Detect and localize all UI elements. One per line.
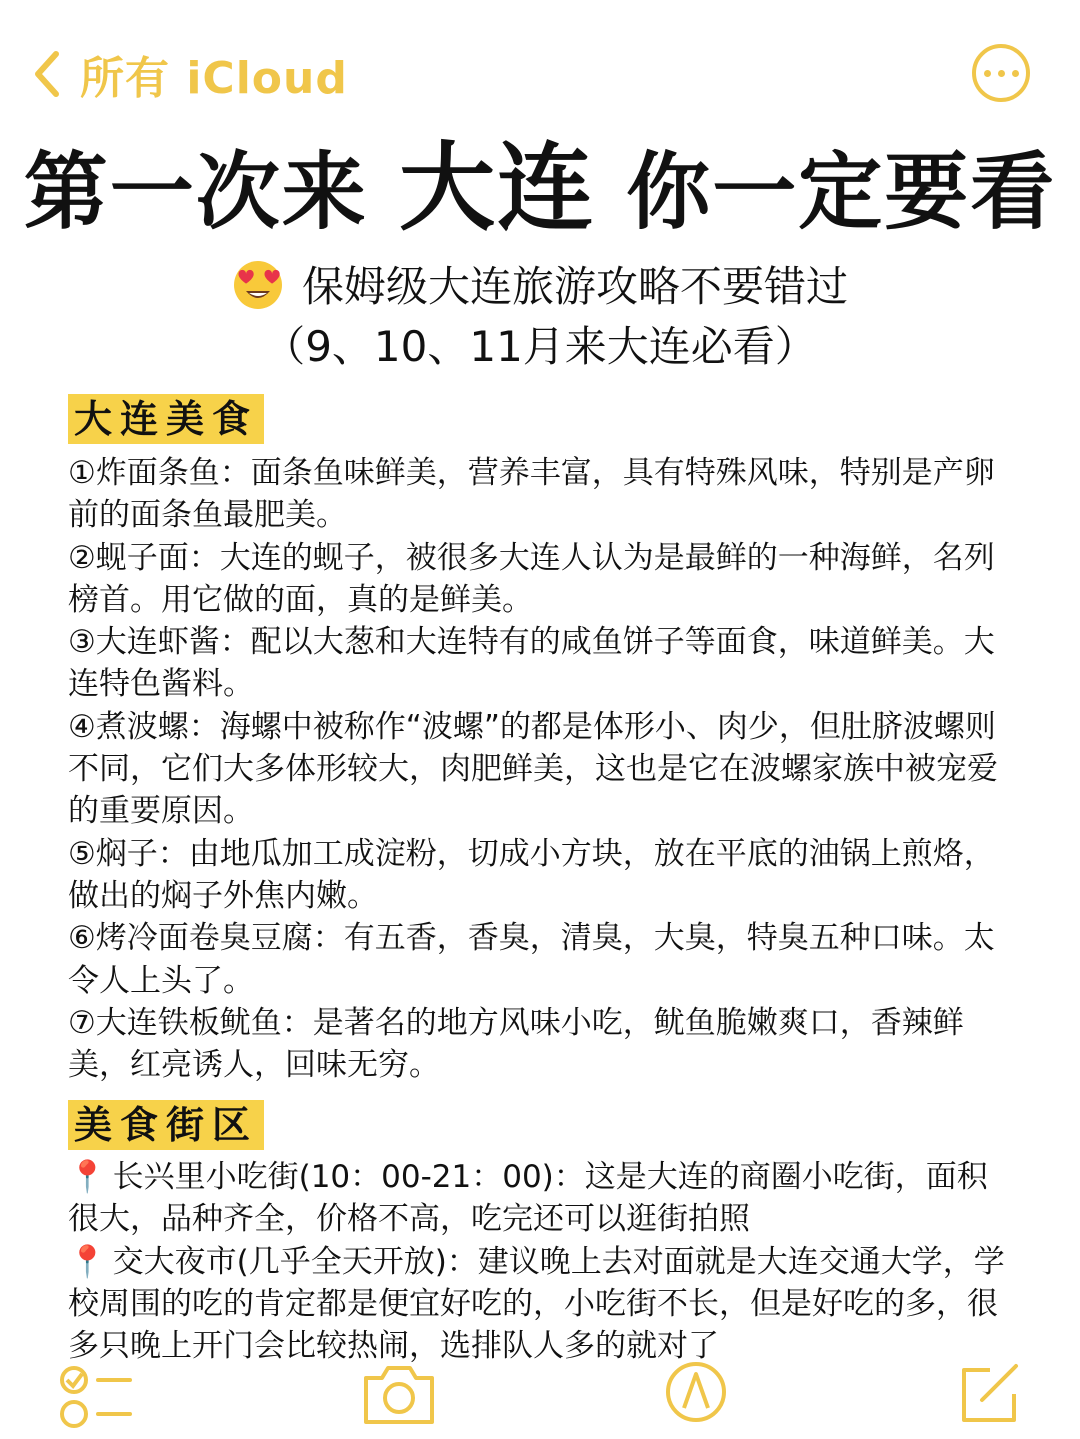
more-dot — [1012, 70, 1019, 77]
list-item: ⑥烤冷面卷臭豆腐：有五香，香臭，清臭，大臭，特臭五种口味。太令人上头了。 — [68, 920, 995, 999]
list-item — [68, 1241, 1018, 1368]
list-item: ⑦大连铁板鱿鱼：是著名的地方风味小吃，鱿鱼脆嫩爽口，香辣鲜美，红亮诱人，回味无穷。 — [68, 1004, 964, 1084]
list-item: ⑤焖子：由地瓜加工成淀粉，切成小方块，放在平底的油锅上煎烙，做出的焖子外焦内嫩。 — [68, 835, 995, 914]
markup-pen-icon[interactable] — [664, 1360, 728, 1424]
list-item: ③大连虾酱：配以大葱和大连特有的咸鱼饼子等面食，味道鲜美。大连特色酱料。 — [68, 624, 995, 703]
list-item: ④煮波螺：海螺中被称作“波螺”的都是体形小、肉少，但肚脐波螺则不同，它们大多体形较大，肉肥鲜美，这也是它在波螺家族中被宠爱的重要原因。 — [68, 708, 998, 830]
note-title — [0, 132, 1080, 244]
list-item: ①炸面条鱼：面条鱼味鲜美，营养丰富，具有特殊风味，特别是产卵前的面条鱼最肥美。 — [68, 455, 995, 534]
camera-icon[interactable] — [360, 1362, 438, 1426]
back-label: 所有 iCloud — [80, 53, 348, 104]
top-nav-bar — [0, 0, 1080, 130]
compose-note-icon[interactable] — [956, 1360, 1022, 1426]
list-item-text: 长兴里小吃街(10：00-21：00)：这是大连的商圈小吃街，面积很大，品种齐全，价格不高，吃完还可以逛街拍照 — [68, 1159, 988, 1238]
title-part-2: 大连 — [399, 132, 595, 244]
food-list — [68, 452, 1018, 1086]
title-part-1: 第一次来 — [23, 143, 368, 241]
more-dot — [998, 70, 1005, 77]
more-dot — [984, 70, 991, 77]
list-item — [68, 1156, 1018, 1241]
bottom-toolbar — [0, 1358, 1080, 1439]
subtitle-line-2: （9、10、11月来大连必看） — [263, 322, 817, 371]
back-button[interactable] — [28, 44, 348, 104]
pin-icon: 📍 — [68, 1243, 107, 1280]
title-part-3: 你一定要看 — [626, 143, 1057, 241]
section-heading-food: 大连美食 — [68, 394, 264, 444]
food-street-list — [68, 1156, 1018, 1367]
list-item: ②蚬子面：大连的蚬子，被很多大连人认为是最鲜的一种海鲜，名列榜首。用它做的面，真的是鲜美。 — [68, 539, 995, 618]
pin-icon: 📍 — [68, 1159, 107, 1195]
checklist-icon[interactable] — [58, 1364, 134, 1430]
heart-eyes-emoji-icon — [232, 259, 284, 311]
chevron-left-icon — [28, 46, 68, 102]
subtitle-line-1 — [0, 258, 1080, 316]
subtitle-text-1: 保姆级大连旅游攻略不要错过 — [301, 262, 848, 311]
section-heading-food-streets: 美食街区 — [68, 1100, 264, 1150]
list-item-text: 交大夜市(几乎全天开放)：建议晚上去对面就是大连交通大学，学校周围的吃的肯定都是便宜好吃的，小吃街不长，但是好吃的多，很多只晚上开门会比较热闹，选排队人多的就对了 — [68, 1243, 1005, 1365]
more-options-button[interactable] — [972, 44, 1030, 102]
